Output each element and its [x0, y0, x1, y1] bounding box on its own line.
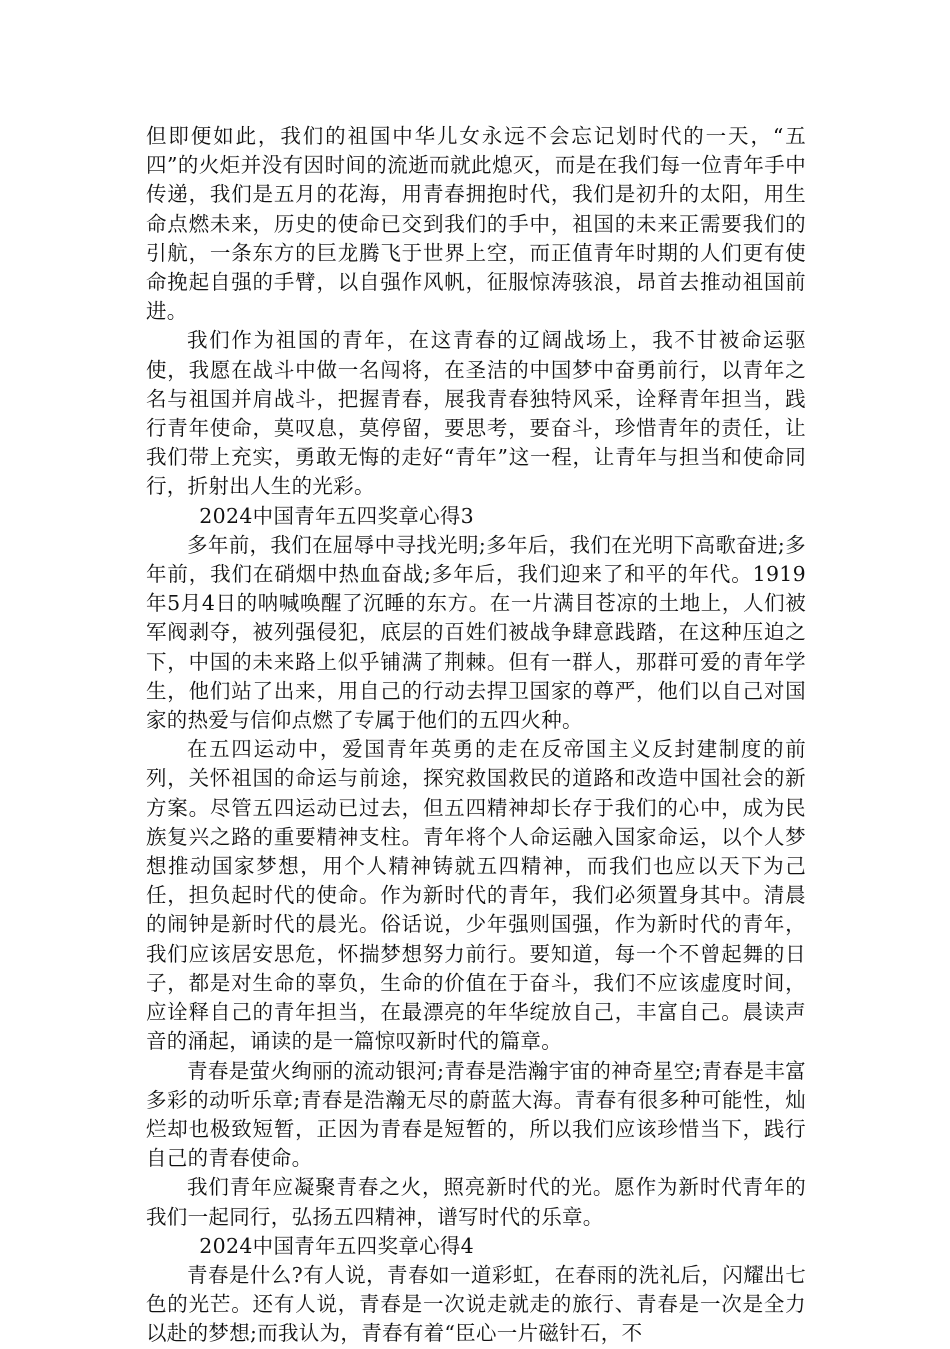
paragraph: 在五四运动中，爱国青年英勇的走在反帝国主义反封建制度的前列，关怀祖国的命运与前途，探究救国救民的道路和改造中国社会的新方案。尽管五四运动已过去，但五四精神却长存于我们的心中，成为民族复兴之路的重要精神支柱。青年将个人命运融入国家命运，以个人梦想推动国家梦想，用个人精神铸就五四精神，而我们也应以天下为己任，担负起时代的使命。作为新时代的青年，我们必须置身其中。清晨的闹钟是新时代的晨光。俗话说，少年强则国强，作为新时代的青年，我们应该居安思危，怀揣梦想努力前行。要知道，每一个不曾起舞的日子，都是对生命的辜负，生命的价值在于奋斗，我们不应该虚度时间，应诠释自己的青年担当，在最漂亮的年华绽放自己，丰富自己。晨读声音的涌起，诵读的是一篇惊叹新时代的篇章。 — [146, 737, 806, 1054]
section-heading: 2024中国青年五四奖章心得4 — [199, 1233, 475, 1258]
paragraph: 青春是萤火绚丽的流动银河;青春是浩瀚宇宙的神奇星空;青春是丰富多彩的动听乐章;青春是浩瀚无尽的蔚蓝大海。青春有很多种可能性，灿烂却也极致短暂，正因为青春是短暂的，所以我们应该珍惜当下，践行自己的青春使命。 — [146, 1058, 806, 1171]
paragraph-continued: 但即便如此，我们的祖国中华儿女永远不会忘记划时代的一天，“五四”的火炬并没有因时间的流逝而就此熄灭，而是在我们每一位青年手中传递，我们是五月的花海，用青春拥抱时代，我们是初升的太阳，用生命点燃未来，历史的使命已交到我们的手中，祖国的未来正需要我们的引航，一条东方的巨龙腾飞于世界上空，而正值青年时期的人们更有使命挽起自强的手臂，以自强作风帆，征服惊涛骇浪，昂首去推动祖国前进。 — [146, 124, 806, 324]
document-body — [146, 122, 806, 1349]
section-heading: 2024中国青年五四奖章心得3 — [199, 503, 475, 528]
paragraph: 青春是什么?有人说，青春如一道彩虹，在春雨的洗礼后，闪耀出七色的光芒。还有人说，青春是一次说走就走的旅行、青春是一次是全力以赴的梦想;而我认为，青春有着“臣心一片磁针石，不 — [146, 1262, 806, 1346]
paragraph: 多年前，我们在屈辱中寻找光明;多年后，我们在光明下高歌奋进;多年前，我们在硝烟中热血奋战;多年后，我们迎来了和平的年代。1919年5月4日的呐喊唤醒了沉睡的东方。在一片满目苍凉的土地上，人们被军阀剥夺，被列强侵犯，底层的百姓们被战争肆意践踏，在这种压迫之下，中国的未来路上似乎铺满了荆棘。但有一群人，那群可爱的青年学生，他们站了出来，用自己的行动去捍卫国家的尊严，他们以自己对国家的热爱与信仰点燃了专属于他们的五四火种。 — [146, 532, 806, 733]
paragraph: 我们作为祖国的青年，在这青春的辽阔战场上，我不甘被命运驱使，我愿在战斗中做一名闯将，在圣洁的中国梦中奋勇前行，以青年之名与祖国并肩战斗，把握青春，展我青春独特风采，诠释青年担当，践行青年使命，莫叹息，莫停留，要思考，要奋斗，珍惜青年的责任，让我们带上充实，勇敢无悔的走好“青年”这一程，让青年与担当和使命同行，折射出人生的光彩。 — [146, 328, 806, 499]
paragraph: 我们青年应凝聚青春之火，照亮新时代的光。愿作为新时代青年的我们一起同行，弘扬五四精神，谱写时代的乐章。 — [146, 1175, 806, 1229]
